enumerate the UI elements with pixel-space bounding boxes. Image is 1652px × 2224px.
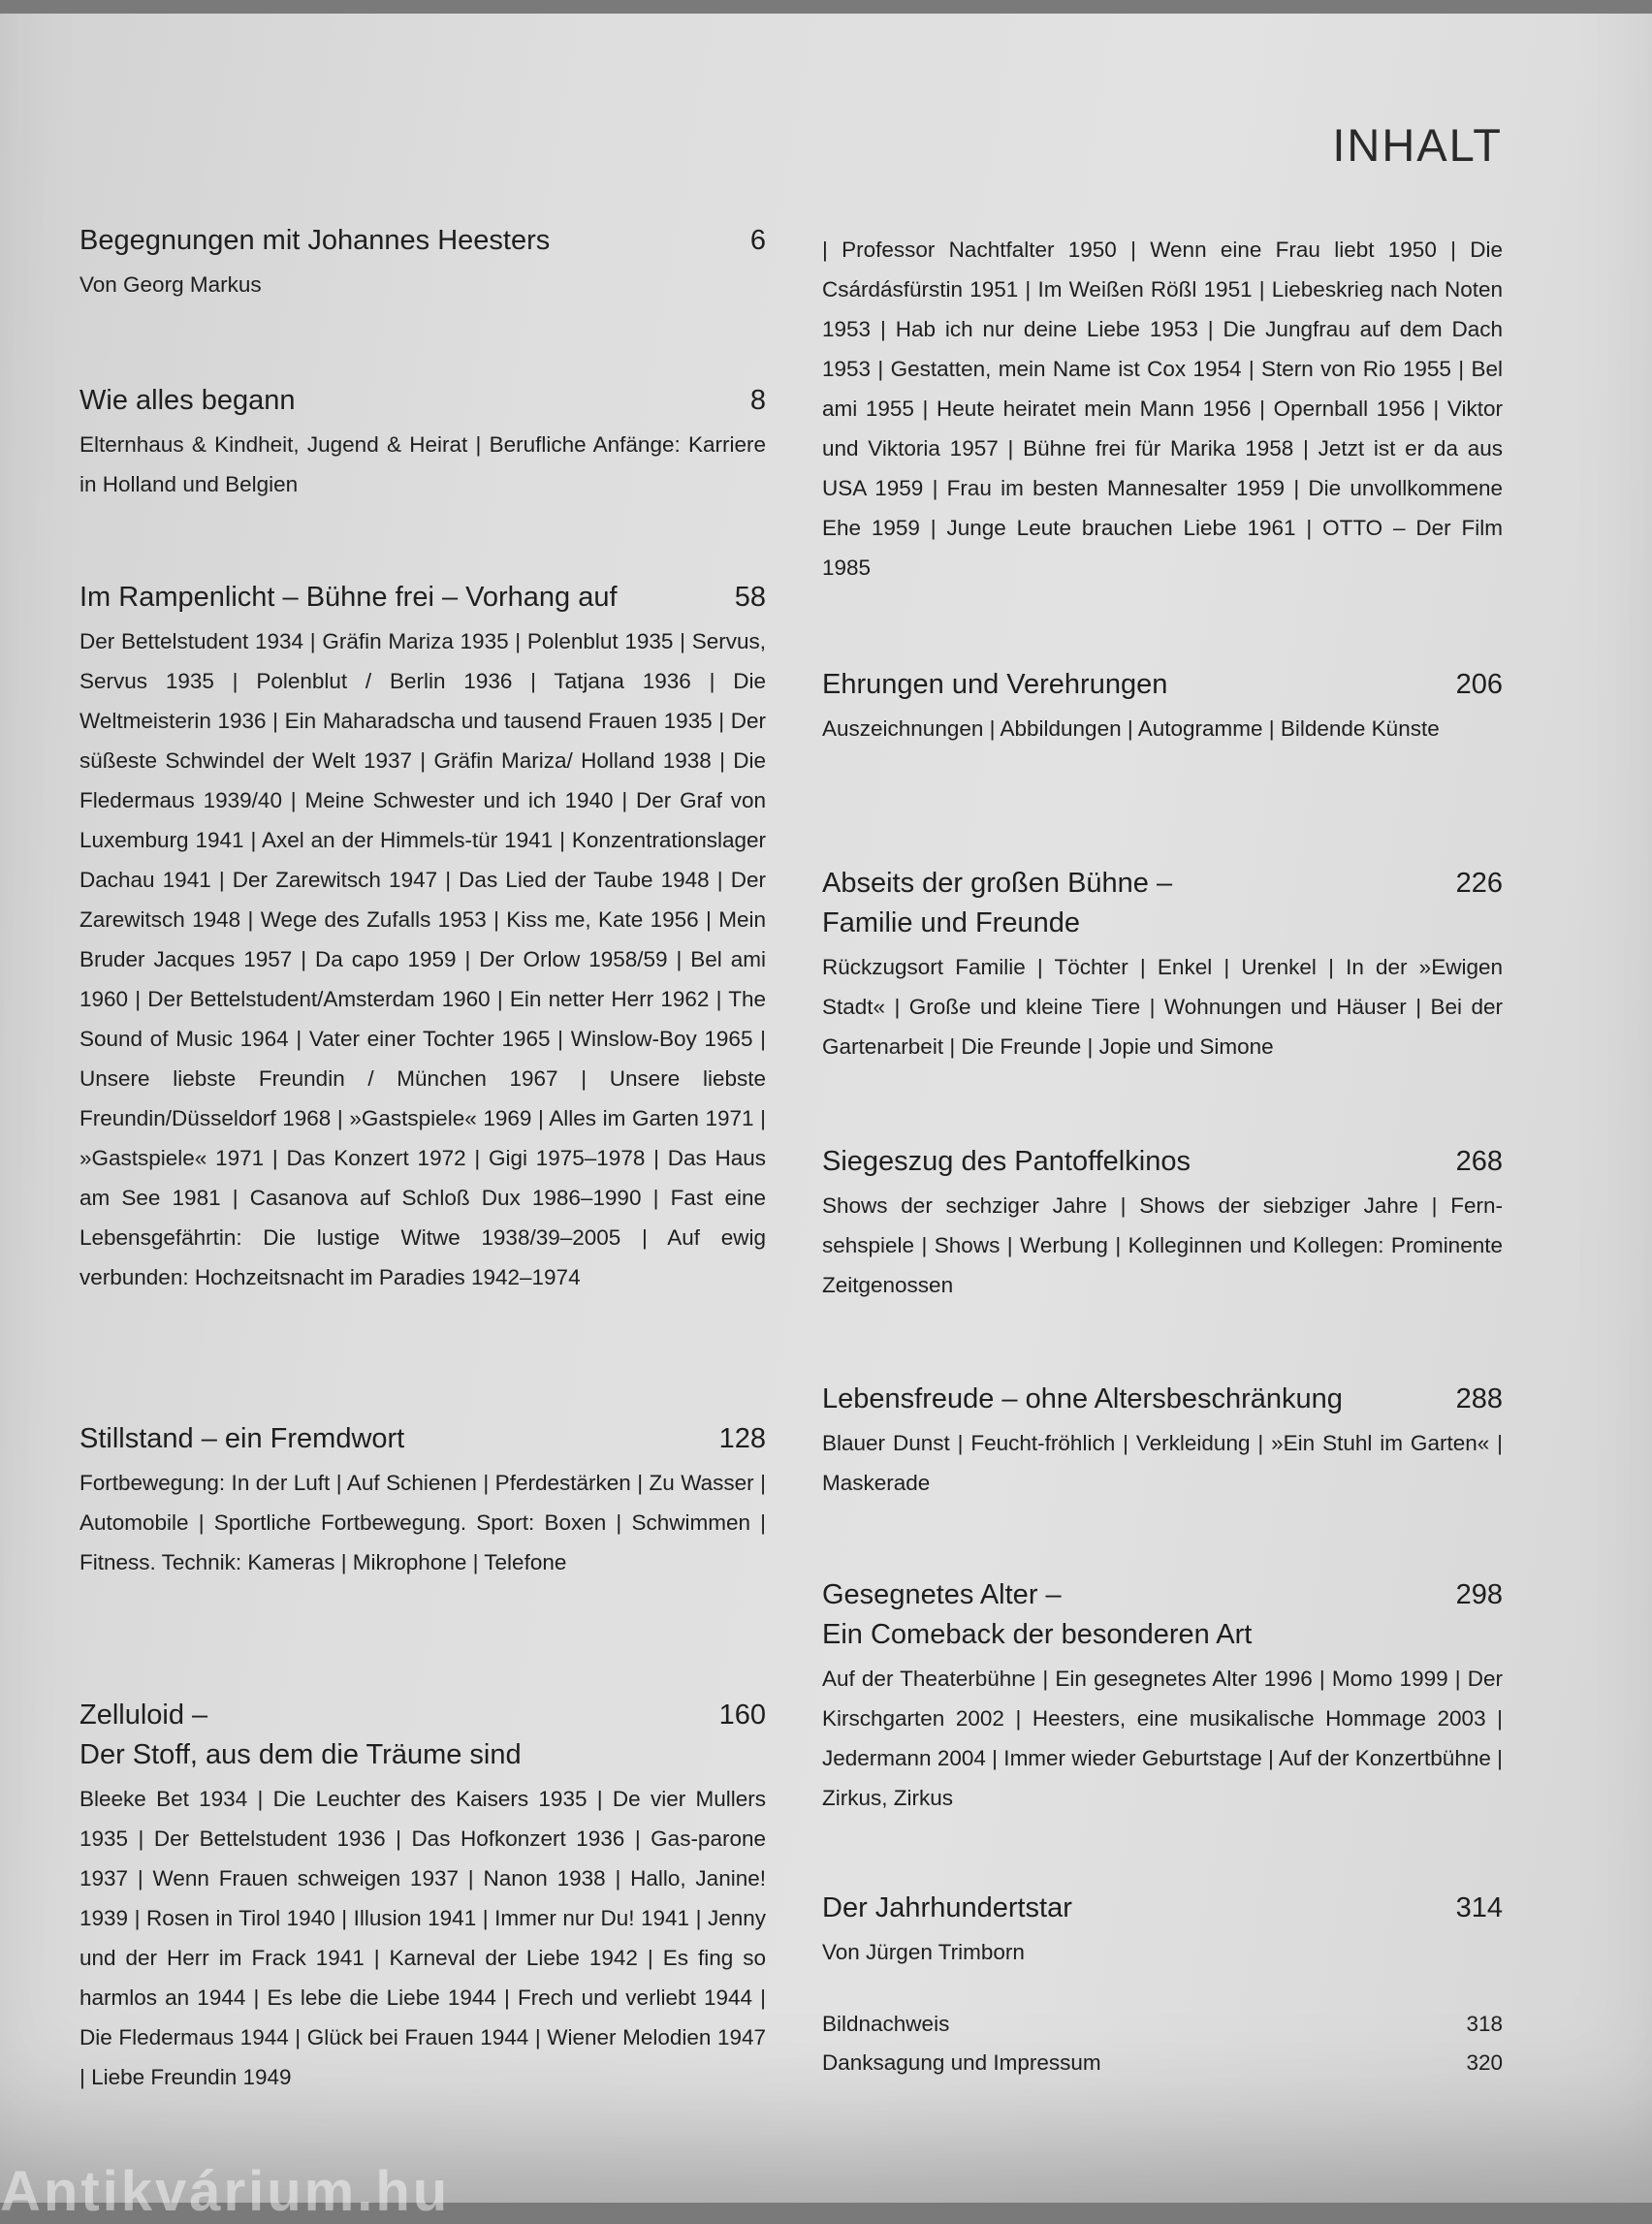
book-page [0,14,1652,2223]
toc-appendix [822,2005,1503,2082]
toc-entry-page: 268 [1455,1146,1503,1177]
toc-entry-contents: Der Bettelstudent 1934 | Gräfin Mariza 1935 | Polenblut 1935 | Servus, Servus 1935 | Polenblut / Berlin 1936 | Tatjana 1936 | Die Weltmeisterin 1936 | Ein Maharadscha und tausend Frauen 1935 | Der süßeste Schwindel der Welt 1937 | Gräfin Mariza/ Holland 1938 | Die Fledermaus 1939/40 | Meine Schwester und ich 1940 | Der Graf von Luxemburg 1941 | Axel an der Himmels-tür 1941 | Konzentrationslager Dachau 1941 | Der Zarewitsch 1947 | Das Lied der Taube 1948 | Der Zarewitsch 1948 | Wege des Zufalls 1953 | Kiss me, Kate 1956 | Mein Bruder Jacques 1957 | Da capo 1959 | Der Orlow 1958/59 | Bel ami 1960 | Der Bettelstudent/Amsterdam 1960 | Ein netter Herr 1962 | The Sound of Music 1964 | Vater einer Tochter 1965 | Winslow-Boy 1965 | Unsere liebste Freundin / München 1967 | Unsere liebste Freundin/Düsseldorf 1968 | »Gastspiele« 1969 | Alles im Garten 1971 | »Gastspiele« 1971 | Das Konzert 1972 | Gigi 1975–1978 | Das Haus am See 1981 | Casanova auf Schloß Dux 1986–1990 | Fast eine Lebensgefährtin: Die lustige Witwe 1938/39–2005 | Auf ewig verbunden: Hochzeitsnacht im Paradies 1942–1974 [79,629,766,1289]
watermark: Antikvárium.hu [0,2160,451,2223]
toc-entry-heading [79,381,766,421]
toc-entry-title: Der Jahrhundertstar [822,1892,1072,1923]
toc-entry-heading [79,1419,766,1459]
toc-entry-title: Begegnungen mit Johannes Heesters [79,225,551,256]
toc-entry-heading [822,864,1503,943]
appendix-item-label: Danksagung und Impressum [822,2050,1101,2075]
toc-entry-title: Zelluloid – Der Stoff, aus dem die Träume sind [79,1700,522,1770]
toc-entry-title: Ehrungen und Verehrungen [822,669,1168,700]
toc-entry-continuation [822,230,1503,588]
toc-entry-page: 128 [718,1423,766,1454]
toc-entry-page: 314 [1455,1892,1503,1923]
toc-entry-author: Von Jürgen Trimborn [822,1940,1025,1964]
toc-entry-page: 58 [734,582,766,613]
toc-entry-title: Gesegnetes Alter – Ein Comeback der besonderen Art [822,1579,1253,1650]
toc-entry-heading [79,578,766,618]
toc-entry-page: 6 [749,225,766,256]
toc-entry [822,1575,1503,1818]
page-title: INHALT [1332,119,1503,171]
toc-entry [822,1142,1503,1305]
toc-entry-title: Wie alles begann [79,385,296,416]
toc-entry-heading [822,665,1503,705]
toc-entry-heading [79,221,766,261]
toc-entry-page: 298 [1455,1579,1503,1610]
toc-entry-title: Siegeszug des Pantoffelkinos [822,1146,1191,1177]
appendix-item-label: Bildnachweis [822,2012,950,2036]
toc-entry-title: Abseits der großen Bühne – Familie und Freunde [822,868,1173,938]
toc-entry-title: Stillstand – ein Fremdwort [79,1423,405,1454]
toc-entry-heading [79,1696,766,1775]
toc-entry-title: Lebensfreude – ohne Altersbeschränkung [822,1383,1343,1414]
toc-entry-page: 8 [749,385,766,416]
toc-entry [822,1380,1503,1503]
toc-entry-contents: Elternhaus & Kindheit, Jugend & Heirat | Berufliche Anfänge: Karriere in Holland und Belgien [79,432,766,496]
toc-entry-contents-continued: | Professor Nachtfalter 1950 | Wenn eine Frau liebt 1950 | Die Csárdásfürstin 1951 | Im Weißen Rößl 1951 | Liebeskrieg nach Noten 1953 | Hab ich nur deine Liebe 1953 | Die Jungfrau auf dem Dach 1953 | Gestatten, mein Name ist Cox 1954 | Stern von Rio 1955 | Bel ami 1955 | Heute heiratet mein Mann 1956 | Opernball 1956 | Viktor und Viktoria 1957 | Bühne frei für Marika 1958 | Jetzt ist er da aus USA 1959 | Frau im besten Mannesalter 1959 | Die unvollkommene Ehe 1959 | Junge Leute brauchen Liebe 1961 | OTTO – Der Film 1985 [822,238,1503,580]
toc-entry-heading [822,1142,1503,1182]
toc-entry-contents: Blauer Dunst | Feucht-fröhlich | Verkleidung | »Ein Stuhl im Garten« | Maskerade [822,1431,1503,1495]
toc-entry [822,864,1503,1066]
toc-entry-title: Im Rampenlicht – Bühne frei – Vorhang auf [79,582,618,613]
toc-entry-contents: Fortbewegung: In der Luft | Auf Schienen | Pferdestärken | Zu Wasser | Automobile | Sportliche Fortbewegung. Sport: Boxen | Schwimmen | Fitness. Technik: Kameras | Mikrophone | Telefone [79,1471,766,1574]
toc-entry-heading [822,1575,1503,1655]
toc-entry [79,221,766,304]
toc-entry-contents: Auf der Theaterbühne | Ein gesegnetes Alter 1996 | Momo 1999 | Der Kirschgarten 2002 | Heesters, eine musikalische Hommage 2003 | Jedermann 2004 | Immer wieder Geburtstage | Auf der Konzertbühne | Zirkus, Zirkus [822,1667,1503,1810]
toc-entry [822,665,1503,748]
toc-entry-page: 160 [718,1700,766,1731]
appendix-item-page: 320 [1466,2050,1503,2075]
toc-entry-page: 206 [1455,669,1503,700]
toc-entry-heading [822,1889,1503,1928]
toc-entry-contents: Bleeke Bet 1934 | Die Leuchter des Kaisers 1935 | De vier Mullers 1935 | Der Bettelstudent 1936 | Das Hofkonzert 1936 | Gas-parone 1937 | Wenn Frauen schweigen 1937 | Nanon 1938 | Hallo, Janine! 1939 | Rosen in Tirol 1940 | Illusion 1941 | Immer nur Du! 1941 | Jenny und der Herr im Frack 1941 | Karneval der Liebe 1942 | Es fing so harmlos an 1944 | Es lebe die Liebe 1944 | Frech und verliebt 1944 | Die Fledermaus 1944 | Glück bei Frauen 1944 | Wiener Melodien 1947 | Liebe Freundin 1949 [79,1787,766,2089]
toc-entry [822,1889,1503,1972]
toc-entry [79,578,766,1297]
appendix-item [822,2044,1503,2082]
toc-entry [79,381,766,504]
appendix-item [822,2005,1503,2044]
toc-entry-page: 226 [1455,868,1503,899]
toc-entry-author: Von Georg Markus [79,272,262,297]
toc-entry-contents: Auszeichnungen | Abbildungen | Autogramme | Bildende Künste [822,716,1440,741]
toc-entry-contents: Rückzugsort Familie | Töchter | Enkel | Urenkel | In der »Ewigen Stadt« | Große und kleine Tiere | Wohnungen und Häuser | Bei der Gartenarbeit | Die Freunde | Jopie und Simone [822,955,1503,1059]
toc-entry-contents: Shows der sechziger Jahre | Shows der siebziger Jahre | Fern-sehspiele | Shows | Werbung | Kolleginnen und Kollegen: Prominente Zeitgenossen [822,1193,1503,1297]
toc-entry [79,1696,766,2097]
toc-entry-page: 288 [1455,1383,1503,1414]
appendix-item-page: 318 [1466,2012,1503,2036]
toc-entry [79,1419,766,1582]
toc-entry-heading [822,1380,1503,1419]
